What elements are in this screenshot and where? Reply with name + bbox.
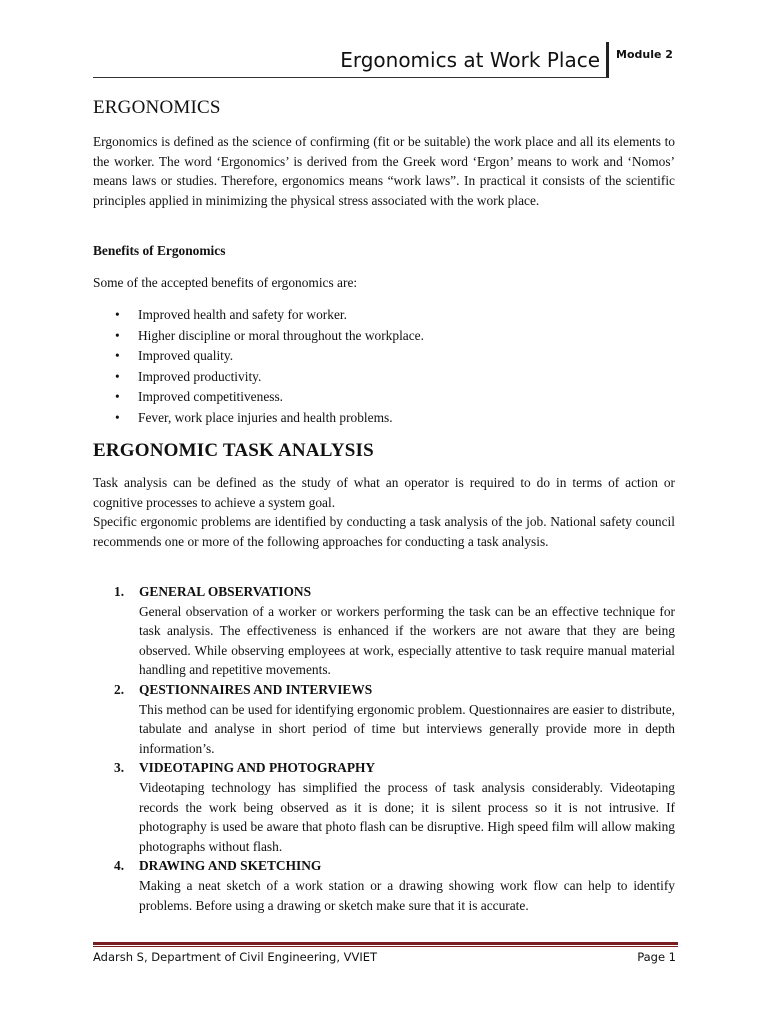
list-item — [93, 408, 424, 429]
page-number: Page 1 — [637, 950, 676, 964]
item-number: 1. — [114, 584, 125, 599]
list-item — [93, 387, 424, 408]
list-item — [93, 346, 424, 367]
item-number: 4. — [114, 858, 125, 874]
list-item — [93, 856, 675, 915]
section-heading-task-analysis: ERGONOMIC TASK ANALYSIS — [93, 440, 374, 461]
header-rule — [93, 77, 608, 78]
benefit-text: Fever, work place injuries and health problems. — [138, 409, 393, 425]
footer-rule-thin — [93, 946, 678, 947]
module-label: Module 2 — [616, 48, 673, 61]
list-item — [93, 680, 675, 758]
approach-title: VIDEOTAPING AND PHOTOGRAPHY — [139, 760, 376, 776]
bullet-icon: • — [115, 368, 120, 384]
benefits-list — [93, 305, 424, 428]
running-header-title: Ergonomics at Work Place — [340, 48, 600, 72]
list-item — [93, 326, 424, 347]
benefit-text: Improved productivity. — [138, 368, 262, 384]
approach-text: General observation of a worker or workers performing the task can be an effective technique for task analysis. The effectiveness is enhanced if the workers are not aware that they are being observed. While observing employees at work, especially attentive to task require manual material handling and repetitive movements. — [139, 603, 675, 678]
benefit-text: Improved competitiveness. — [138, 389, 284, 404]
approach-text: Making a neat sketch of a work station or a drawing showing work flow can help to identify problems. Before using a drawing or sketch make sure that it is accurate. — [139, 877, 675, 913]
list-item — [93, 305, 424, 326]
footer-rule-thick — [93, 942, 678, 945]
approach-title: QESTIONNAIRES AND INTERVIEWS — [139, 681, 373, 697]
benefit-text: Improved health and safety for worker. — [138, 307, 347, 322]
task-analysis-definition: Task analysis can be defined as the study of what an operator is required to do in terms of action or cognitive processes to achieve a system goal. — [93, 475, 675, 510]
approach-title: DRAWING AND SKETCHING — [139, 858, 322, 874]
bullet-icon: • — [115, 409, 120, 425]
benefits-heading: Benefits of Ergonomics — [93, 243, 226, 258]
ergonomics-definition-paragraph: Ergonomics is defined as the science of confirming (fit or be suitable) the work place and all its elements to the worker. The word ‘Ergonomics’ is derived from the Greek word ‘Ergon’ means to work and ‘Nomos’ means laws or studies. Therefore, ergonomics means “work laws”. In practical it consists of the scientific principles applied in minimizing the physical stress associated with the work place. — [93, 134, 675, 208]
bullet-icon: • — [115, 307, 120, 322]
header-divider-vertical — [606, 42, 609, 78]
approaches-list — [93, 582, 675, 915]
task-analysis-approaches-intro: Specific ergonomic problems are identified by conducting a task analysis of the job. National safety council recommends one or more of the following approaches for conducting a task analysis. — [93, 514, 675, 549]
approach-title: GENERAL OBSERVATIONS — [139, 584, 312, 599]
list-item — [93, 582, 675, 680]
benefit-text: Higher discipline or moral throughout the workplace. — [138, 327, 424, 343]
list-item — [93, 758, 675, 856]
benefit-text: Improved quality. — [138, 348, 234, 363]
benefits-intro: Some of the accepted benefits of ergonomics are: — [93, 275, 358, 290]
item-number: 2. — [114, 681, 125, 697]
section-heading-ergonomics: ERGONOMICS — [93, 97, 221, 118]
list-item — [93, 367, 424, 388]
approach-text: Videotaping technology has simplified the process of task analysis considerably. Videotaping records the work being observed as it is done; it is silent process so it is not intrusive. If photography is used be aware that photo flash can be disruptive. High speed film will allow making photographs without flash. — [139, 779, 675, 854]
item-number: 3. — [114, 760, 125, 776]
approach-text: This method can be used for identifying ergonomic problem. Questionnaires are easier to distribute, tabulate and analyse in short period of time but interviews generally provide more in depth information’s. — [139, 701, 675, 756]
bullet-icon: • — [115, 348, 120, 363]
bullet-icon: • — [115, 327, 120, 343]
footer-author: Adarsh S, Department of Civil Engineering, VVIET — [93, 950, 378, 964]
bullet-icon: • — [115, 389, 120, 404]
